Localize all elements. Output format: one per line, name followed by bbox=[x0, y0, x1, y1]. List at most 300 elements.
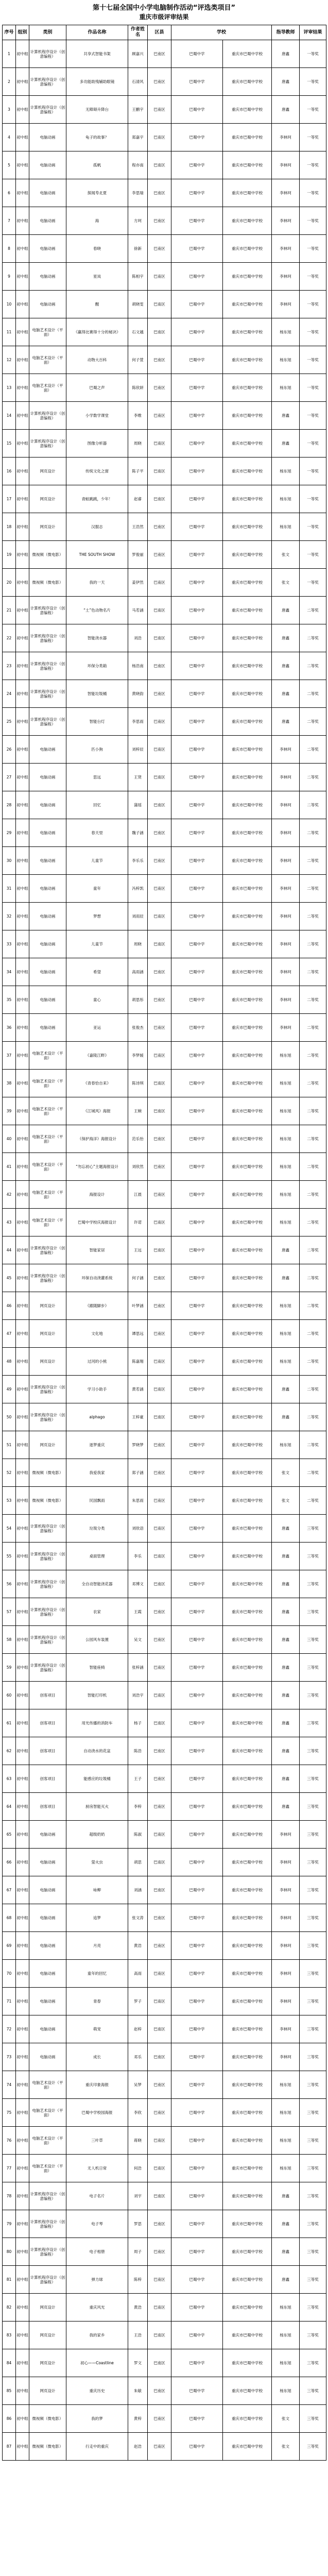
cell-index: 77 bbox=[3, 2155, 16, 2182]
cell-index: 38 bbox=[3, 1070, 16, 1097]
cell-district: 巴南区 bbox=[148, 1709, 171, 1737]
cell-author: 罗文 bbox=[128, 2349, 148, 2377]
cell-teacher: 唐鑫 bbox=[272, 402, 300, 430]
cell-index: 60 bbox=[3, 1682, 16, 1709]
cell-index: 52 bbox=[3, 1459, 16, 1487]
table-row bbox=[3, 1821, 326, 1849]
cell-title: 《江城风》海报 bbox=[66, 1097, 128, 1125]
cell-school-short: 巴蜀中学 bbox=[171, 708, 223, 736]
cell-school: 重庆市巴蜀中学校 bbox=[223, 1932, 272, 1960]
table-row bbox=[3, 124, 326, 151]
cell-index: 13 bbox=[3, 374, 16, 402]
cell-group: 初中组 bbox=[16, 485, 29, 513]
cell-group: 初中组 bbox=[16, 2182, 29, 2210]
cell-author: 黄梓 bbox=[128, 2405, 148, 2433]
cell-title: 重庆风光 bbox=[66, 2294, 128, 2321]
cell-result: 一等奖 bbox=[300, 485, 326, 513]
cell-group: 初中组 bbox=[16, 1793, 29, 1821]
cell-title: 超级奶奶 bbox=[66, 1821, 128, 1849]
cell-group: 初中组 bbox=[16, 124, 29, 151]
cell-result: 二等奖 bbox=[300, 1070, 326, 1097]
cell-author: 杨浩南 bbox=[128, 652, 148, 680]
cell-category: 电脑动画 bbox=[29, 1849, 66, 1876]
cell-index: 23 bbox=[3, 652, 16, 680]
cell-group: 初中组 bbox=[16, 1320, 29, 1348]
cell-title: 海报设计 bbox=[66, 1181, 128, 1209]
cell-school: 重庆市巴蜀中学校 bbox=[223, 513, 272, 541]
cell-group: 初中组 bbox=[16, 1431, 29, 1459]
cell-result: 三等奖 bbox=[300, 1570, 326, 1598]
cell-title: 追梦 bbox=[66, 1904, 128, 1932]
cell-category: 电脑动画 bbox=[29, 986, 66, 1014]
cell-school: 重庆市巴蜀中学校 bbox=[223, 1209, 272, 1236]
cell-district: 巴南区 bbox=[148, 1209, 171, 1236]
cell-school: 重庆市巴蜀中学校 bbox=[223, 1849, 272, 1876]
cell-index: 5 bbox=[3, 151, 16, 179]
cell-teacher: 杨东旭 bbox=[272, 2099, 300, 2127]
cell-author: 张文涛 bbox=[128, 1904, 148, 1932]
cell-result: 二等奖 bbox=[300, 1403, 326, 1431]
cell-group: 初中组 bbox=[16, 1097, 29, 1125]
cell-author: 刘欣语 bbox=[128, 1515, 148, 1543]
cell-author: 陈相宇 bbox=[128, 263, 148, 291]
cell-school-short: 巴蜀中学 bbox=[171, 1097, 223, 1125]
cell-result: 三等奖 bbox=[300, 1793, 326, 1821]
cell-title: 春晓 bbox=[66, 235, 128, 263]
cell-teacher: 杨东旭 bbox=[272, 318, 300, 346]
cell-index: 81 bbox=[3, 2266, 16, 2294]
cell-school: 重庆市巴蜀中学校 bbox=[223, 1070, 272, 1097]
cell-school-short: 巴蜀中学 bbox=[171, 263, 223, 291]
cell-title: 智能垃圾桶 bbox=[66, 680, 128, 708]
cell-district: 巴南区 bbox=[148, 1487, 171, 1515]
cell-index: 28 bbox=[3, 791, 16, 819]
cell-district: 巴南区 bbox=[148, 569, 171, 597]
cell-district: 巴南区 bbox=[148, 263, 171, 291]
cell-result: 一等奖 bbox=[300, 40, 326, 68]
cell-district: 巴南区 bbox=[148, 2433, 171, 2461]
cell-teacher: 杨东旭 bbox=[272, 2349, 300, 2377]
cell-district: 巴南区 bbox=[148, 541, 171, 569]
cell-author: 王霞 bbox=[128, 1598, 148, 1626]
table-row bbox=[3, 2321, 326, 2349]
cell-category: 电脑艺术设计（平面） bbox=[29, 1125, 66, 1153]
cell-category: 计算机程序设计（创意编程） bbox=[29, 708, 66, 736]
cell-school-short: 巴蜀中学 bbox=[171, 124, 223, 151]
cell-result: 一等奖 bbox=[300, 96, 326, 124]
cell-group: 初中组 bbox=[16, 1070, 29, 1097]
cell-title: 亚运 bbox=[66, 1014, 128, 1042]
cell-index: 59 bbox=[3, 1654, 16, 1682]
cell-group: 初中组 bbox=[16, 680, 29, 708]
cell-school: 重庆市巴蜀中学校 bbox=[223, 1793, 272, 1821]
table-row bbox=[3, 1960, 326, 1988]
cell-category: 电脑动画 bbox=[29, 179, 66, 207]
cell-category: 计算机程序设计（创意编程） bbox=[29, 1654, 66, 1682]
cell-teacher: 张文 bbox=[272, 569, 300, 597]
cell-result: 一等奖 bbox=[300, 207, 326, 235]
cell-index: 74 bbox=[3, 2071, 16, 2099]
cell-teacher: 杨东旭 bbox=[272, 1292, 300, 1320]
cell-author: 陈梓 bbox=[128, 2266, 148, 2294]
cell-teacher: 唐鑫 bbox=[272, 430, 300, 457]
cell-school: 重庆市巴蜀中学校 bbox=[223, 930, 272, 958]
cell-teacher: 杨东旭 bbox=[272, 2294, 300, 2321]
cell-title: 无障碍升降台 bbox=[66, 96, 128, 124]
cell-result: 二等奖 bbox=[300, 1209, 326, 1236]
cell-author: 张梓涵 bbox=[128, 1654, 148, 1682]
cell-district: 巴南区 bbox=[148, 1654, 171, 1682]
cell-group: 初中组 bbox=[16, 1904, 29, 1932]
cell-district: 巴南区 bbox=[148, 2210, 171, 2238]
cell-author: 赵睿 bbox=[128, 485, 148, 513]
cell-result: 二等奖 bbox=[300, 903, 326, 930]
cell-district: 巴南区 bbox=[148, 2127, 171, 2155]
table-row bbox=[3, 2099, 326, 2127]
cell-category: 电脑艺术设计（平面） bbox=[29, 2071, 66, 2099]
cell-category: 电脑动画 bbox=[29, 903, 66, 930]
cell-school-short: 巴蜀中学 bbox=[171, 1292, 223, 1320]
cell-author: 陈嘉翔 bbox=[128, 1348, 148, 1376]
cell-result: 一等奖 bbox=[300, 457, 326, 485]
cell-teacher: 唐鑫 bbox=[272, 1682, 300, 1709]
header-school: 学校 bbox=[171, 25, 272, 40]
cell-teacher: 张文 bbox=[272, 541, 300, 569]
cell-district: 巴南区 bbox=[148, 151, 171, 179]
cell-index: 20 bbox=[3, 569, 16, 597]
cell-school: 重庆市巴蜀中学校 bbox=[223, 1598, 272, 1626]
cell-author: 石清风 bbox=[128, 68, 148, 96]
cell-school-short: 巴蜀中学 bbox=[171, 2405, 223, 2433]
cell-school: 重庆市巴蜀中学校 bbox=[223, 1459, 272, 1487]
cell-author: 罗俊丽 bbox=[128, 541, 148, 569]
cell-author: 姜伊然 bbox=[128, 569, 148, 597]
cell-school: 重庆市巴蜀中学校 bbox=[223, 1821, 272, 1849]
cell-district: 巴南区 bbox=[148, 2266, 171, 2294]
cell-index: 70 bbox=[3, 1960, 16, 1988]
cell-index: 31 bbox=[3, 875, 16, 903]
cell-result: 一等奖 bbox=[300, 374, 326, 402]
cell-index: 22 bbox=[3, 624, 16, 652]
cell-result: 三等奖 bbox=[300, 1821, 326, 1849]
cell-title: 智能打印机 bbox=[66, 1682, 128, 1709]
cell-result: 三等奖 bbox=[300, 1654, 326, 1682]
cell-school: 重庆市巴蜀中学校 bbox=[223, 1626, 272, 1654]
cell-title: 匹小狗 bbox=[66, 736, 128, 764]
cell-school: 重庆市巴蜀中学校 bbox=[223, 986, 272, 1014]
cell-teacher: 唐鑫 bbox=[272, 1515, 300, 1543]
cell-category: 创客项目 bbox=[29, 1737, 66, 1765]
cell-group: 初中组 bbox=[16, 2433, 29, 2461]
cell-title: 萤火虫 bbox=[66, 1849, 128, 1876]
cell-school-short: 巴蜀中学 bbox=[171, 1431, 223, 1459]
cell-index: 49 bbox=[3, 1376, 16, 1403]
cell-teacher: 杨东旭 bbox=[272, 1125, 300, 1153]
cell-district: 巴南区 bbox=[148, 2238, 171, 2266]
cell-school: 重庆市巴蜀中学校 bbox=[223, 2321, 272, 2349]
cell-district: 巴南区 bbox=[148, 903, 171, 930]
cell-result: 三等奖 bbox=[300, 2321, 326, 2349]
cell-district: 巴南区 bbox=[148, 291, 171, 318]
table-row bbox=[3, 1320, 326, 1348]
cell-result: 二等奖 bbox=[300, 1236, 326, 1264]
table-row bbox=[3, 624, 326, 652]
table-row bbox=[3, 96, 326, 124]
table-row bbox=[3, 847, 326, 875]
cell-teacher: 李林珂 bbox=[272, 291, 300, 318]
cell-group: 初中组 bbox=[16, 1737, 29, 1765]
cell-index: 51 bbox=[3, 1431, 16, 1459]
cell-school: 重庆市巴蜀中学校 bbox=[223, 2155, 272, 2182]
cell-group: 初中组 bbox=[16, 374, 29, 402]
cell-school-short: 巴蜀中学 bbox=[171, 374, 223, 402]
cell-category: 网页设计 bbox=[29, 2377, 66, 2405]
cell-author: 罗晓梦 bbox=[128, 1431, 148, 1459]
cell-author: 罗思 bbox=[128, 2210, 148, 2238]
cell-teacher: 李林珂 bbox=[272, 1849, 300, 1876]
cell-group: 初中组 bbox=[16, 263, 29, 291]
cell-school-short: 巴蜀中学 bbox=[171, 791, 223, 819]
cell-school-short: 巴蜀中学 bbox=[171, 96, 223, 124]
cell-group: 初中组 bbox=[16, 1932, 29, 1960]
cell-result: 三等奖 bbox=[300, 1543, 326, 1570]
cell-school-short: 巴蜀中学 bbox=[171, 291, 223, 318]
cell-school-short: 巴蜀中学 bbox=[171, 1125, 223, 1153]
table-row bbox=[3, 430, 326, 457]
table-row bbox=[3, 1292, 326, 1320]
cell-author: 李维 bbox=[128, 402, 148, 430]
cell-district: 巴南区 bbox=[148, 1181, 171, 1209]
cell-school: 重庆市巴蜀中学校 bbox=[223, 791, 272, 819]
cell-school-short: 巴蜀中学 bbox=[171, 569, 223, 597]
cell-school-short: 巴蜀中学 bbox=[171, 2349, 223, 2377]
cell-teacher: 李林珂 bbox=[272, 207, 300, 235]
cell-result: 一等奖 bbox=[300, 513, 326, 541]
cell-result: 二等奖 bbox=[300, 764, 326, 791]
cell-group: 初中组 bbox=[16, 569, 29, 597]
cell-school: 重庆市巴蜀中学校 bbox=[223, 764, 272, 791]
cell-title: 文化地 bbox=[66, 1320, 128, 1348]
cell-index: 57 bbox=[3, 1598, 16, 1626]
cell-district: 巴南区 bbox=[148, 1682, 171, 1709]
table-row bbox=[3, 2015, 326, 2043]
cell-group: 初中组 bbox=[16, 2238, 29, 2266]
cell-school: 重庆市巴蜀中学校 bbox=[223, 1654, 272, 1682]
cell-school-short: 巴蜀中学 bbox=[171, 1487, 223, 1515]
cell-category: 电脑动画 bbox=[29, 151, 66, 179]
cell-group: 初中组 bbox=[16, 2321, 29, 2349]
cell-author: 刘宇 bbox=[128, 2182, 148, 2210]
cell-title: 智能浇水器 bbox=[66, 624, 128, 652]
cell-school-short: 巴蜀中学 bbox=[171, 2433, 223, 2461]
table-row bbox=[3, 819, 326, 847]
table-row bbox=[3, 1515, 326, 1543]
cell-title: 青春 bbox=[66, 1988, 128, 2015]
cell-title: 环保分类箱 bbox=[66, 652, 128, 680]
cell-district: 巴南区 bbox=[148, 1515, 171, 1543]
cell-district: 巴南区 bbox=[148, 2294, 171, 2321]
cell-district: 巴南区 bbox=[148, 2155, 171, 2182]
cell-title: 学习小助手 bbox=[66, 1376, 128, 1403]
cell-category: 网页设计 bbox=[29, 2294, 66, 2321]
cell-district: 巴南区 bbox=[148, 1737, 171, 1765]
cell-index: 7 bbox=[3, 207, 16, 235]
table-row bbox=[3, 1125, 326, 1153]
cell-author: 李思瑞 bbox=[128, 179, 148, 207]
cell-result: 三等奖 bbox=[300, 2266, 326, 2294]
cell-school-short: 巴蜀中学 bbox=[171, 736, 223, 764]
cell-title: 儿童节 bbox=[66, 930, 128, 958]
cell-result: 二等奖 bbox=[300, 1348, 326, 1376]
cell-school: 重庆市巴蜀中学校 bbox=[223, 96, 272, 124]
cell-school-short: 巴蜀中学 bbox=[171, 457, 223, 485]
cell-author: 吴梦 bbox=[128, 2071, 148, 2099]
cell-group: 初中组 bbox=[16, 708, 29, 736]
cell-teacher: 杨东旭 bbox=[272, 457, 300, 485]
cell-teacher: 李林珂 bbox=[272, 124, 300, 151]
cell-index: 43 bbox=[3, 1209, 16, 1236]
cell-school-short: 巴蜀中学 bbox=[171, 485, 223, 513]
cell-category: 电脑艺术设计（平面） bbox=[29, 2155, 66, 2182]
cell-result: 二等奖 bbox=[300, 875, 326, 903]
cell-title: 《赢得比赛得十分的秘诀》 bbox=[66, 318, 128, 346]
cell-school-short: 巴蜀中学 bbox=[171, 346, 223, 374]
cell-teacher: 唐鑫 bbox=[272, 2182, 300, 2210]
cell-category: 创客项目 bbox=[29, 1682, 66, 1709]
cell-author: 高雨 bbox=[128, 1960, 148, 1988]
cell-author: 杨子 bbox=[128, 1709, 148, 1737]
cell-group: 初中组 bbox=[16, 2294, 29, 2321]
cell-teacher: 李林珂 bbox=[272, 930, 300, 958]
table-row bbox=[3, 2127, 326, 2155]
cell-teacher: 唐鑫 bbox=[272, 1598, 300, 1626]
cell-author: 罗子 bbox=[128, 1988, 148, 2015]
table-row bbox=[3, 1793, 326, 1821]
cell-author: 胡思彤 bbox=[128, 986, 148, 1014]
cell-school: 重庆市巴蜀中学校 bbox=[223, 708, 272, 736]
table-row bbox=[3, 40, 326, 68]
cell-group: 初中组 bbox=[16, 736, 29, 764]
cell-result: 三等奖 bbox=[300, 1626, 326, 1654]
cell-school-short: 巴蜀中学 bbox=[171, 1070, 223, 1097]
cell-result: 二等奖 bbox=[300, 1487, 326, 1515]
cell-school-short: 巴蜀中学 bbox=[171, 1264, 223, 1292]
cell-school-short: 巴蜀中学 bbox=[171, 1654, 223, 1682]
table-row bbox=[3, 457, 326, 485]
cell-author: 李梓 bbox=[128, 1793, 148, 1821]
cell-author: 刘浩宇 bbox=[128, 1682, 148, 1709]
cell-result: 二等奖 bbox=[300, 652, 326, 680]
cell-result: 一等奖 bbox=[300, 569, 326, 597]
cell-group: 初中组 bbox=[16, 875, 29, 903]
cell-district: 巴南区 bbox=[148, 1626, 171, 1654]
table-row bbox=[3, 2294, 326, 2321]
cell-teacher: 李林珂 bbox=[272, 1876, 300, 1904]
cell-group: 初中组 bbox=[16, 1876, 29, 1904]
cell-title: 自动浇水的花盆 bbox=[66, 1737, 128, 1765]
cell-result: 三等奖 bbox=[300, 2099, 326, 2127]
cell-author: 谭思远 bbox=[128, 1320, 148, 1348]
cell-author: 周晓 bbox=[128, 430, 148, 457]
table-row bbox=[3, 2182, 326, 2210]
cell-group: 初中组 bbox=[16, 1292, 29, 1320]
cell-teacher: 李林珂 bbox=[272, 736, 300, 764]
cell-school: 重庆市巴蜀中学校 bbox=[223, 1014, 272, 1042]
cell-category: 电脑动画 bbox=[29, 819, 66, 847]
cell-author: 郑嘉宇 bbox=[128, 124, 148, 151]
cell-result: 一等奖 bbox=[300, 235, 326, 263]
cell-school: 重庆市巴蜀中学校 bbox=[223, 1125, 272, 1153]
cell-category: 电脑动画 bbox=[29, 1876, 66, 1904]
cell-group: 初中组 bbox=[16, 1014, 29, 1042]
cell-category: 电脑动画 bbox=[29, 764, 66, 791]
cell-school-short: 巴蜀中学 bbox=[171, 1570, 223, 1598]
cell-title: 全自动智能浇花器 bbox=[66, 1570, 128, 1598]
cell-district: 巴南区 bbox=[148, 1793, 171, 1821]
table-row bbox=[3, 569, 326, 597]
cell-school: 重庆市巴蜀中学校 bbox=[223, 207, 272, 235]
table-row bbox=[3, 1876, 326, 1904]
cell-school-short: 巴蜀中学 bbox=[171, 958, 223, 986]
cell-teacher: 杨东旭 bbox=[272, 1320, 300, 1348]
cell-teacher: 杨东旭 bbox=[272, 2071, 300, 2099]
cell-title: 智能家居 bbox=[66, 1236, 128, 1264]
cell-group: 初中组 bbox=[16, 2155, 29, 2182]
cell-group: 初中组 bbox=[16, 1181, 29, 1209]
cell-district: 巴南区 bbox=[148, 680, 171, 708]
cell-school-short: 巴蜀中学 bbox=[171, 1598, 223, 1626]
cell-title: 公园风车装置 bbox=[66, 1626, 128, 1654]
cell-district: 巴南区 bbox=[148, 1153, 171, 1181]
cell-school: 重庆市巴蜀中学校 bbox=[223, 736, 272, 764]
cell-title: 小学数学课堂 bbox=[66, 402, 128, 430]
cell-category: 电脑动画 bbox=[29, 1932, 66, 1960]
cell-teacher: 唐鑫 bbox=[272, 1570, 300, 1598]
cell-category: 计算机程序设计（创意编程） bbox=[29, 1598, 66, 1626]
cell-title: 桌面管理 bbox=[66, 1543, 128, 1570]
cell-group: 初中组 bbox=[16, 1598, 29, 1626]
cell-author: 陈诗琪 bbox=[128, 1070, 148, 1097]
cell-teacher: 杨东旭 bbox=[272, 1153, 300, 1181]
cell-school-short: 巴蜀中学 bbox=[171, 1821, 223, 1849]
cell-district: 巴南区 bbox=[148, 847, 171, 875]
cell-teacher: 李林珂 bbox=[272, 1821, 300, 1849]
cell-title: 我爱我家 bbox=[66, 1459, 128, 1487]
cell-result: 三等奖 bbox=[300, 1988, 326, 2015]
cell-school-short: 巴蜀中学 bbox=[171, 2210, 223, 2238]
cell-title: 厨房智能灭火 bbox=[66, 1793, 128, 1821]
cell-teacher: 李林珂 bbox=[272, 1932, 300, 1960]
cell-author: 马若涵 bbox=[128, 597, 148, 624]
cell-title: 过河的小熊 bbox=[66, 1348, 128, 1376]
cell-author: 何子涵 bbox=[128, 1264, 148, 1292]
cell-category: 计算机程序设计（创意编程） bbox=[29, 597, 66, 624]
cell-school-short: 巴蜀中学 bbox=[171, 1626, 223, 1654]
cell-school: 重庆市巴蜀中学校 bbox=[223, 2349, 272, 2377]
cell-result: 三等奖 bbox=[300, 2043, 326, 2071]
cell-district: 巴南区 bbox=[148, 374, 171, 402]
cell-category: 电脑艺术设计（平面） bbox=[29, 1070, 66, 1097]
cell-teacher: 唐鑫 bbox=[272, 2210, 300, 2238]
cell-author: 高雨涵 bbox=[128, 958, 148, 986]
cell-school-short: 巴蜀中学 bbox=[171, 1988, 223, 2015]
cell-title: 电子琴 bbox=[66, 2210, 128, 2238]
table-row bbox=[3, 1376, 326, 1403]
cell-teacher: 唐鑫 bbox=[272, 2238, 300, 2266]
cell-title: 《青春恰自来》 bbox=[66, 1070, 128, 1097]
cell-title: 无人机日常 bbox=[66, 2155, 128, 2182]
cell-author: 邓博文 bbox=[128, 1570, 148, 1598]
